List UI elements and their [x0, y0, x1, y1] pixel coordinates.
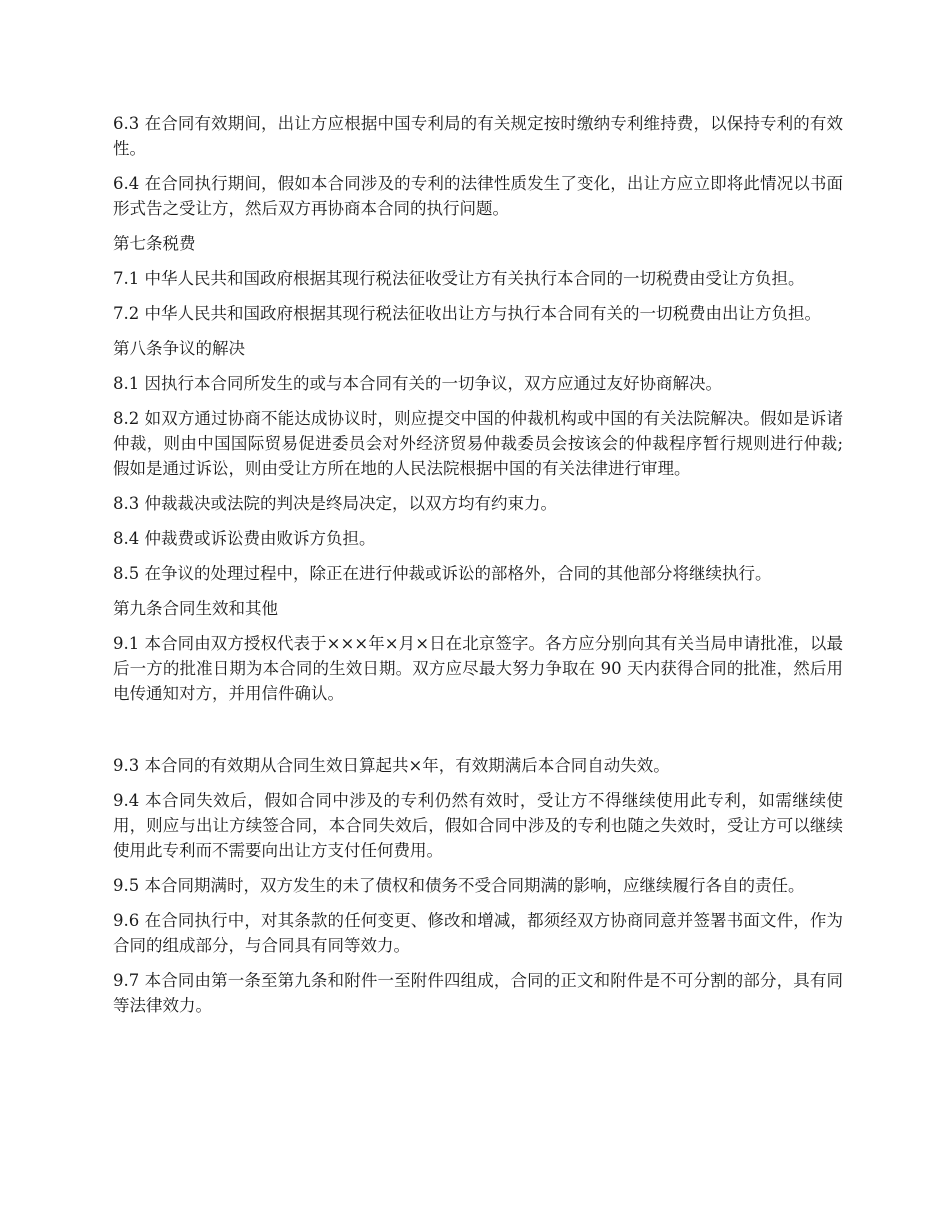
- clause-8-3: 8.3 仲裁裁决或法院的判决是终局决定，以双方均有约束力。: [113, 494, 557, 513]
- clause-8-1: 8.1 因执行本合同所发生的或与本合同有关的一切争议，双方应通过友好协商解决。: [113, 374, 722, 393]
- clause-9-6: 9.6 在合同执行中，对其条款的任何变更、修改和增减，都须经双方协商同意并签署书面文件，作为合同的组成部分，与合同具有同等效力。: [113, 911, 843, 955]
- clause-6-3: 6.3 在合同有效期间，出让方应根据中国专利局的有关规定按时缴纳专利维持费，以保持专利的有效性。: [113, 114, 843, 158]
- article-8-heading: 第八条争议的解决: [113, 339, 245, 358]
- article-9-heading: 第九条合同生效和其他: [113, 599, 278, 618]
- clause-9-3: 9.3 本合同的有效期从合同生效日算起共×年，有效期满后本合同自动失效。: [113, 756, 670, 775]
- clause-7-2: 7.2 中华人民共和国政府根据其现行税法征收出让方与执行本合同有关的一切税费由出让方负担。: [113, 304, 821, 323]
- clause-8-2: 8.2 如双方通过协商不能达成协议时，则应提交中国的仲裁机构或中国的有关法院解决。假如是诉诸仲裁，则由中国国际贸易促进委员会对外经济贸易仲裁委员会按该会的仲裁程序暂行规则进行仲裁;假如是通过诉讼，则由受让方所在地的人民法院根据中国的有关法律进行审理。: [113, 409, 843, 478]
- clause-9-1: 9.1 本合同由双方授权代表于×××年×月×日在北京签字。各方应分别向其有关当局申请批准，以最后一方的批准日期为本合同的生效日期。双方应尽最大努力争取在 90 天内获得合同的批准，然后用电传通知对方，并用信件确认。: [113, 634, 843, 703]
- clause-9-4: 9.4 本合同失效后，假如合同中涉及的专利仍然有效时，受让方不得继续使用此专利，如需继续使用，则应与出让方续签合同，本合同失效后，假如合同中涉及的专利也随之失效时，受让方可以继续使用此专利而不需要向出让方支付任何费用。: [113, 791, 843, 860]
- document-page: [113, 111, 843, 1028]
- clause-9-5: 9.5 本合同期满时，双方发生的未了债权和债务不受合同期满的影响，应继续履行各自的责任。: [113, 876, 805, 895]
- clause-8-4: 8.4 仲裁费或诉讼费由败诉方负担。: [113, 529, 376, 548]
- clause-7-1: 7.1 中华人民共和国政府根据其现行税法征收受让方有关执行本合同的一切税费由受让方负担。: [113, 269, 805, 288]
- article-7-heading: 第七条税费: [113, 234, 196, 253]
- clause-9-7: 9.7 本合同由第一条至第九条和附件一至附件四组成，合同的正文和附件是不可分割的部分，具有同等法律效力。: [113, 971, 843, 1015]
- clause-8-5: 8.5 在争议的处理过程中，除正在进行仲裁或诉讼的部格外，合同的其他部分将继续执行。: [113, 564, 772, 583]
- clause-6-4: 6.4 在合同执行期间，假如本合同涉及的专利的法律性质发生了变化，出让方应立即将此情况以书面形式告之受让方，然后双方再协商本合同的执行问题。: [113, 174, 843, 218]
- blank-gap: [113, 716, 843, 753]
